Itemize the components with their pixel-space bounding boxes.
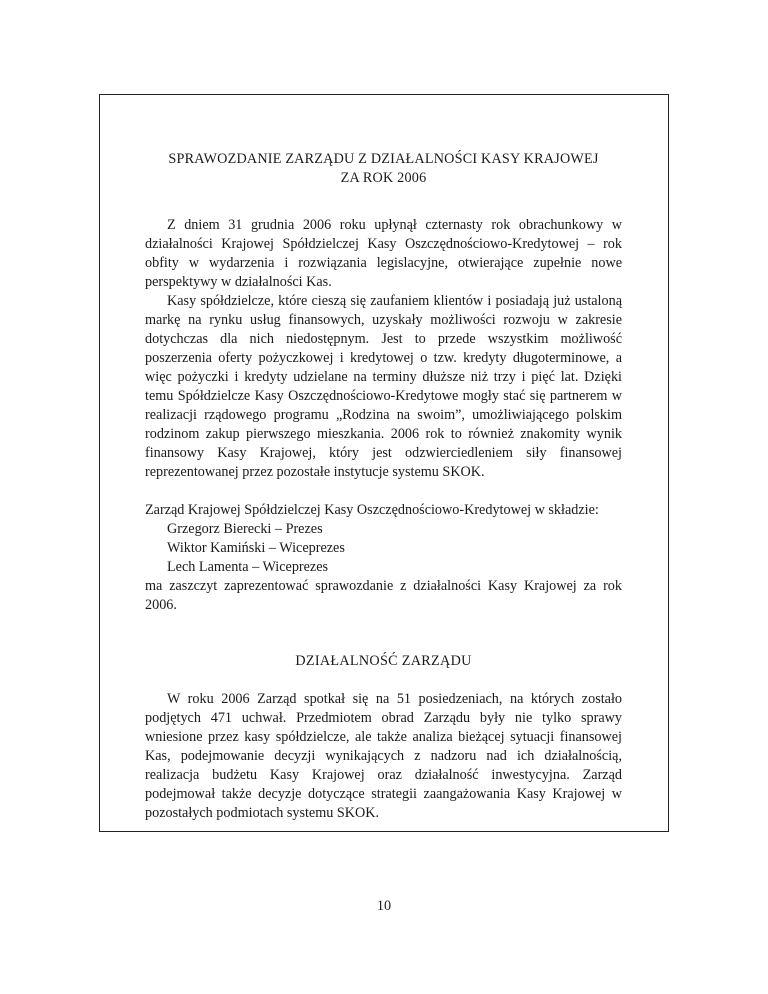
board-member: Grzegorz Bierecki – Prezes <box>167 521 323 537</box>
board-member: Wiktor Kamiński – Wiceprezes <box>167 540 345 556</box>
intro-paragraph: Z dniem 31 grudnia 2006 roku upłynął czternasty rok obrachunkowy w działalności Krajowej Spółdzielczej Kasy Oszczędnościowo-Kredytowej – rok obfity w wydarzenia i rozwiązania legislacyjne, otwierające zupełnie nowe perspektywy w działalności Kas. <box>145 217 622 290</box>
board-member-list <box>145 520 622 577</box>
board-intro: Zarząd Krajowej Spółdzielczej Kasy Oszczędnościowo-Kredytowej w składzie: <box>145 502 599 518</box>
board-member: Lech Lamenta – Wiceprezes <box>167 559 329 575</box>
document-body <box>145 150 622 823</box>
report-title-line-1: SPRAWOZDANIE ZARZĄDU Z DZIAŁALNOŚCI KASY KRAJOWEJ <box>168 151 599 167</box>
report-title-line-2: ZA ROK 2006 <box>340 170 427 186</box>
page-number: 10 <box>376 898 392 914</box>
board-outro: ma zaszczyt zaprezentować sprawozdanie z działalności Kasy Krajowej za rok 2006. <box>145 578 622 613</box>
cooperative-paragraph: Kasy spółdzielcze, które cieszą się zaufaniem klientów i posiadają już ustaloną markę na rynku usług finansowych, uzyskały możliwości rozwoju w zakresie dotychczas dla nich niedostępnym. Jest to przede wszystkim możliwość poszerzenia oferty pożyczkowej i kredytowej o tzw. kredyty długoterminowe, a więc pożyczki i kredyty udzielane na terminy dłuższe niż trzy i pięć lat. Dzięki temu Spółdzielcze Kasy Oszczędnościowo-Kredytowe mogły stać się partnerem w realizacji rządowego programu „Rodzina na swoim”, umożliwiającego polskim rodzinom zakup pierwszego mieszkania. 2006 rok to również znakomity wynik finansowy Kasy Krajowej, który jest odzwierciedleniem siły finansowej reprezentowanej przez pozostałe instytucje systemu SKOK. <box>145 293 622 480</box>
section-title: DZIAŁALNOŚĆ ZARZĄDU <box>295 653 472 669</box>
board-activity-paragraph: W roku 2006 Zarząd spotkał się na 51 posiedzeniach, na których zostało podjętych 471 uchwał. Przedmiotem obrad Zarządu były nie tylko sprawy wniesione przez kasy spółdzielcze, ale także analiza bieżącej sytuacji finansowej Kas, podejmowanie decyzji wynikających z nadzoru nad ich działalnością, realizacja budżetu Kasy Krajowej oraz działalność inwestycyjna. Zarząd podejmował także decyzje dotyczące strategii zaangażowania Kasy Krajowej w pozostałych podmiotach systemu SKOK. <box>145 691 622 821</box>
report-title <box>145 150 622 188</box>
